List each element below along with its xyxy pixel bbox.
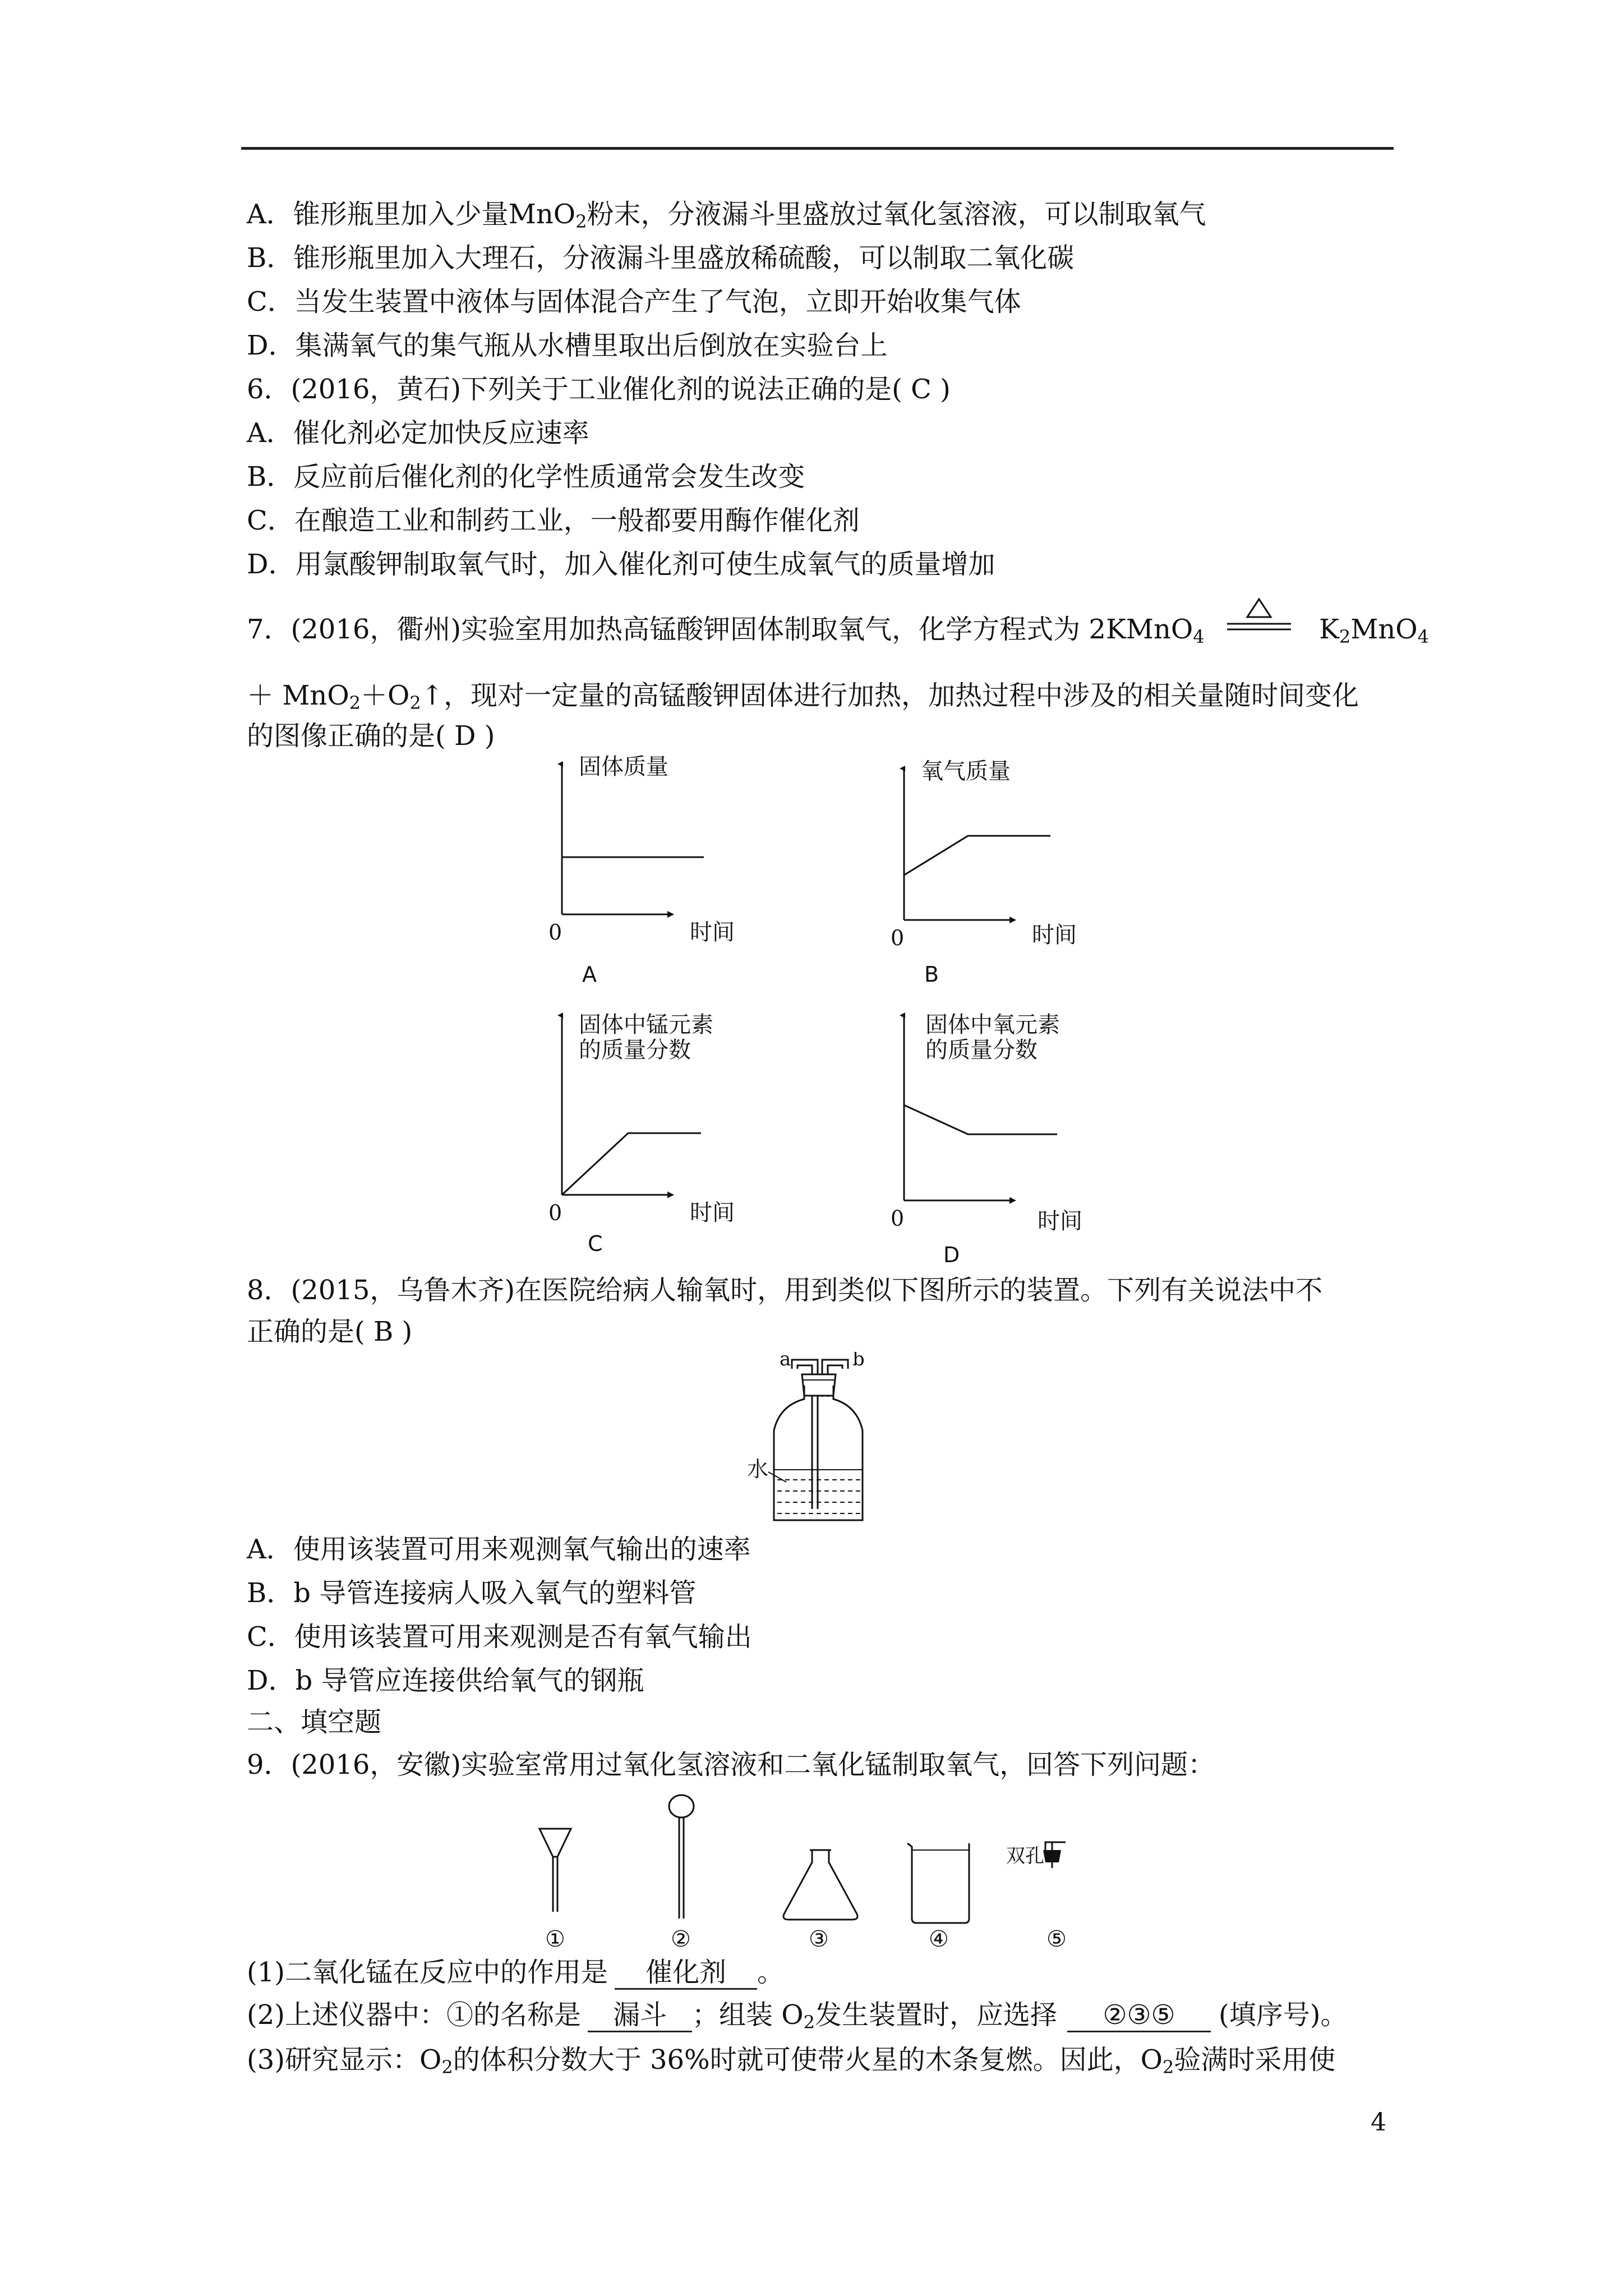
q8-option-c: C．使用该装置可用来观测是否有氧气输出 [247, 1621, 752, 1653]
q9-part1: (1)二氧化锰在反应中的作用是 催化剂 。 [247, 1955, 784, 1990]
section-heading: 二、填空题 [247, 1706, 382, 1738]
q7-stem-line3: 的图像正确的是( D ) [247, 720, 495, 752]
q5-option-d: D．集满氧气的集气瓶从水槽里取出后倒放在实验台上 [247, 330, 888, 361]
q8-option-b: B．b 导管连接病人吸入氧气的塑料管 [247, 1577, 697, 1609]
q7-stem-line2: ＋ $MnO_2+O_2↑$，现对一定量的高锰酸钾固体进行加热，加热过程中涉及的相关量随时间变化 [247, 680, 1359, 714]
q7-graphs [527, 746, 1161, 1273]
graph-a-xlabel: 时间 [690, 919, 735, 945]
q9-apparatus [505, 1784, 1133, 1952]
q6-option-d: D．用氯酸钾制取氧气时，加入催化剂可使生成氧气的质量增加 [247, 549, 995, 580]
water-label: 水 [747, 1457, 769, 1481]
q8-stem-line1: 8．(2015，乌鲁木齐)在医院给病人输氧时，用到类似下图所示的装置。下列有关说法中不 [247, 1274, 1323, 1306]
label-2: ② [671, 1926, 691, 1952]
graph-d [891, 1012, 1082, 1267]
graph-d-xlabel: 时间 [1038, 1208, 1082, 1234]
label-3: ③ [809, 1926, 829, 1952]
tube-b-label: b [852, 1352, 865, 1370]
page-number: 4 [1371, 2108, 1386, 2137]
graph-c-xlabel: 时间 [690, 1200, 735, 1226]
q6-option-b: B．反应前后催化剂的化学性质通常会发生改变 [247, 461, 805, 493]
answer-blank-2: 漏斗 [588, 1999, 692, 2032]
graph-b-xlabel: 时间 [1032, 922, 1077, 948]
graph-d-curve [904, 1105, 1057, 1134]
conical-flask-icon [783, 1850, 857, 1920]
q5-option-a: A．锥形瓶里加入少量MnO$_2$粉末，分液漏斗里盛放过氧化氢溶液，可以制取氧气 [247, 199, 1206, 232]
q7-stem-line1: 7．(2016，衢州)实验室用加热高锰酸钾固体制取氧气，化学方程式为 2KMnO$_4$ [247, 614, 1205, 647]
answer-blank-1: 催化剂 [615, 1957, 757, 1990]
q9-part2: (2)上述仪器中：①的名称是 漏斗 ；组装 $O_2$发生装置时，应选择 ②③⑤ (填序号)。 [247, 1999, 1348, 2033]
graph-d-letter: D [943, 1243, 960, 1267]
q6-option-a: A．催化剂必定加快反应速率 [247, 417, 589, 449]
header-rule [241, 147, 1394, 150]
q8-stem-line2: 正确的是( B ) [247, 1316, 413, 1347]
label-1: ① [545, 1926, 565, 1952]
graph-a [548, 754, 735, 987]
q5-option-c: C．当发生装置中液体与固体混合产生了气泡，立即开始收集气体 [247, 286, 1021, 318]
graph-d-ylabel-1: 固体中氧元素 [925, 1012, 1060, 1038]
tube-a-label: a [780, 1352, 791, 1370]
q7-product: $K_2MnO_4$ [1319, 614, 1429, 647]
stopper-label: 双孔 [1006, 1845, 1044, 1867]
q6-option-c: C．在酿造工业和制药工业，一般都要用酶作催化剂 [247, 505, 860, 536]
q9-part3: (3)研究显示：$O_2$的体积分数大于 36%时就可使带火星的木条复燃。因此，$O_2$验满时采用使 [247, 2044, 1336, 2078]
graph-b-curve [904, 836, 1050, 875]
graph-a-letter: A [582, 962, 597, 987]
graph-c [548, 1012, 735, 1256]
long-funnel-icon [669, 1795, 694, 1918]
graph-b-letter: B [924, 962, 939, 987]
graph-c-ylabel-2: 的质量分数 [579, 1037, 691, 1063]
graph-c-letter: C [588, 1231, 603, 1256]
reaction-condition [1223, 596, 1295, 641]
answer-blank-3: ②③⑤ [1067, 1999, 1211, 2032]
funnel-icon [540, 1829, 571, 1912]
gas-washing-bottle [746, 1352, 886, 1531]
graph-d-ylabel-2: 的质量分数 [925, 1037, 1038, 1063]
graph-a-ylabel: 固体质量 [579, 754, 668, 780]
stopper-icon [1006, 1842, 1066, 1868]
graph-b [891, 758, 1077, 987]
q6-stem: 6．(2016，黄石)下列关于工业催化剂的说法正确的是( C ) [247, 374, 951, 405]
q5-option-b: B．锥形瓶里加入大理石，分液漏斗里盛放稀硫酸，可以制取二氧化碳 [247, 242, 1075, 274]
graph-a-origin: 0 [548, 920, 562, 945]
label-5: ⑤ [1046, 1926, 1067, 1952]
graph-c-curve [562, 1133, 701, 1195]
label-4: ④ [929, 1926, 949, 1952]
graph-b-origin: 0 [891, 926, 905, 950]
graph-c-origin: 0 [548, 1200, 562, 1225]
q8-option-d: D．b 导管应连接供给氧气的钢瓶 [247, 1665, 644, 1696]
q9-stem: 9．(2016，安徽)实验室常用过氧化氢溶液和二氧化锰制取氧气，回答下列问题： [247, 1749, 1215, 1780]
graph-c-ylabel-1: 固体中锰元素 [579, 1012, 713, 1038]
graph-d-origin: 0 [891, 1206, 905, 1231]
graph-b-ylabel: 氧气质量 [921, 758, 1011, 784]
beaker-icon [907, 1843, 969, 1923]
q8-option-a: A．使用该装置可用来观测氧气输出的速率 [247, 1534, 751, 1565]
